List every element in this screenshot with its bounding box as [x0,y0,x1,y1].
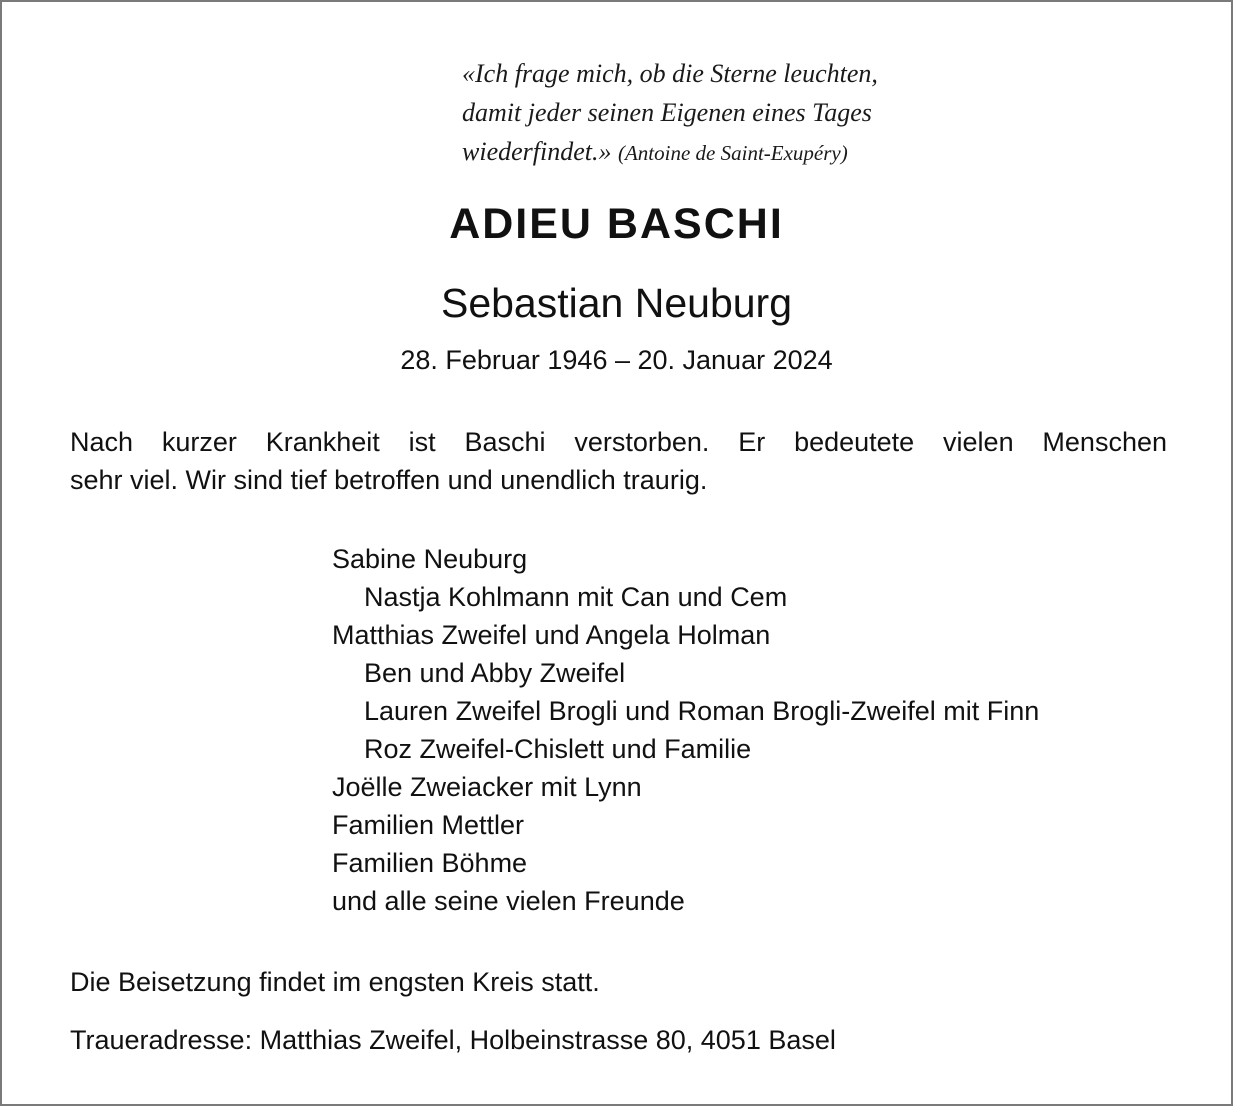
quote-line: damit jeder seinen Eigenen eines Tages [462,98,872,127]
announcement-text [70,423,1167,499]
notice-title: ADIEU BASCHI [449,200,784,248]
mourner-entry: Ben und Abby Zweifel [364,658,626,688]
mourners-list [332,540,1039,920]
quote-line-text: wiederfindet.» [462,137,612,166]
quote-line [462,132,982,173]
life-dates: 28. Februar 1946 – 20. Januar 2024 [400,345,833,375]
mourner-entry: und alle seine vielen Freunde [332,886,685,916]
quote-author: (Antoine de Saint-Exupéry) [617,141,848,165]
mourning-address: Traueradresse: Matthias Zweifel, Holbeinstrasse 80, 4051 Basel [70,1025,836,1055]
mourner-entry: Nastja Kohlmann mit Can und Cem [364,582,788,612]
announcement-line: sehr viel. Wir sind tief betroffen und unendlich traurig. [70,465,708,495]
burial-note: Die Beisetzung findet im engsten Kreis statt. [70,967,600,997]
mourner-entry: Roz Zweifel-Chislett und Familie [364,734,752,764]
mourner-entry: Matthias Zweifel und Angela Holman [332,620,771,650]
quote-line: «Ich frage mich, ob die Sterne leuchten, [462,59,878,88]
epigraph-quote [462,54,982,173]
deceased-name: Sebastian Neuburg [440,280,793,326]
mourner-entry: Lauren Zweifel Brogli und Roman Brogli-Zweifel mit Finn [364,696,1040,726]
announcement-line: Nach kurzer Krankheit ist Baschi verstorben. Er bedeutete vielen Menschen [70,427,1167,457]
mourner-entry: Joëlle Zweiacker mit Lynn [332,772,642,802]
mourner-entry: Familien Böhme [332,848,528,878]
mourner-entry: Familien Mettler [332,810,525,840]
mourner-entry: Sabine Neuburg [332,544,528,574]
